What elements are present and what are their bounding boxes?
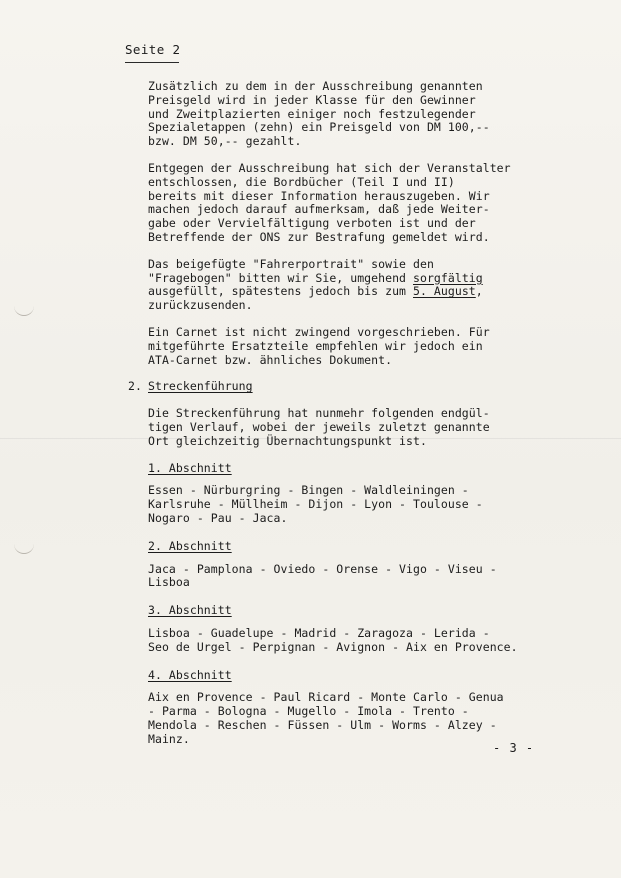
text-line: Seo de Urgel - Perpignan - Avignon - Aix en Provence. <box>148 639 518 654</box>
paragraph-route-intro <box>148 407 588 448</box>
text-line: Jaca - Pamplona - Oviedo - Orense - Vigo - Viseu - <box>148 561 497 576</box>
paragraph-carnet <box>148 326 588 367</box>
page-marker: - 3 - <box>493 741 535 755</box>
text-line: Das beigefügte "Fahrerportrait" sowie den <box>148 256 434 271</box>
text-line: tigen Verlauf, wobei der jeweils zuletzt genannte <box>148 419 490 434</box>
text-fragment: , <box>475 284 483 299</box>
text-line: Spezialetappen (zehn) ein Preisgeld von DM 100,-- <box>148 120 490 135</box>
text-line: Ort gleichzeitig Übernachtungspunkt ist. <box>148 433 427 448</box>
text-line: zurückzusenden. <box>148 298 253 313</box>
underlined-word: sorgfältig <box>413 270 483 285</box>
section-title: Streckenführung <box>148 379 253 394</box>
text-line: Ein Carnet ist nicht zwingend vorgeschrieben. Für <box>148 324 490 339</box>
text-line: Lisboa - Guadelupe - Madrid - Zaragoza - Lerida - <box>148 625 490 640</box>
text-line: - Parma - Bologna - Mugello - Imola - Trento - <box>148 704 469 719</box>
document-body <box>128 79 588 760</box>
route-list <box>148 691 588 746</box>
page-label: Seite 2 <box>125 42 181 57</box>
text-line: Lisboa <box>148 575 190 590</box>
text-line: Mainz. <box>148 731 190 746</box>
text-line: Nogaro - Pau - Jaca. <box>148 510 288 525</box>
paragraph-bordbuecher <box>148 162 588 245</box>
text-line: Preisgeld wird in jeder Klasse für den Gewinner <box>148 92 476 107</box>
text-line: Zusätzlich zu dem in der Ausschreibung genannten <box>148 79 483 93</box>
section-number: 2. <box>128 379 142 394</box>
punch-hole-mark <box>14 305 34 316</box>
text-line: bereits mit dieser Information herauszugeben. Wir <box>148 188 490 203</box>
text-line: Mendola - Reschen - Füssen - Ulm - Worms - Alzey - <box>148 717 497 732</box>
underlined-date: 5. August <box>413 284 476 299</box>
header-underline <box>125 62 179 63</box>
text-line: Die Streckenführung hat nunmehr folgenden endgül- <box>148 406 490 421</box>
abschnitt-heading: 4. Abschnitt <box>148 667 232 682</box>
abschnitt-heading: 1. Abschnitt <box>148 460 232 475</box>
text-line: "Fragebogen" bitten wir Sie, umgehend <box>148 270 413 285</box>
route-list <box>148 484 588 525</box>
route-list <box>148 563 588 591</box>
text-line: Aix en Provence - Paul Ricard - Monte Carlo - Genua <box>148 690 504 705</box>
section-heading <box>128 379 588 394</box>
text-line: gabe oder Vervielfältigung verboten ist und der <box>148 216 476 231</box>
text-line: bzw. DM 50,-- gezahlt. <box>148 134 302 149</box>
paragraph-prize-money <box>148 80 588 149</box>
text-line: Essen - Nürburgring - Bingen - Waldleiningen - <box>148 483 469 498</box>
text-line: und Zweitplazierten einiger noch festzulegender <box>148 106 476 121</box>
text-line: Entgegen der Ausschreibung hat sich der Veranstalter <box>148 160 511 175</box>
punch-hole-mark <box>14 543 34 554</box>
abschnitt-heading: 3. Abschnitt <box>148 603 232 618</box>
text-line: entschlossen, die Bordbücher (Teil I und II) <box>148 174 455 189</box>
abschnitt-heading: 2. Abschnitt <box>148 538 232 553</box>
text-line: mitgeführte Ersatzteile empfehlen wir jedoch ein <box>148 338 483 353</box>
text-line: Karlsruhe - Müllheim - Dijon - Lyon - Toulouse - <box>148 497 483 512</box>
route-list <box>148 627 588 655</box>
text-line: ATA-Carnet bzw. ähnliches Dokument. <box>148 352 393 367</box>
paragraph-fahrerportrait <box>148 258 588 313</box>
text-line: machen jedoch darauf aufmerksam, daß jede Weiter- <box>148 202 490 217</box>
text-line: Betreffende der ONS zur Bestrafung gemeldet wird. <box>148 229 490 244</box>
text-line: ausgefüllt, spätestens jedoch bis zum <box>148 284 413 299</box>
